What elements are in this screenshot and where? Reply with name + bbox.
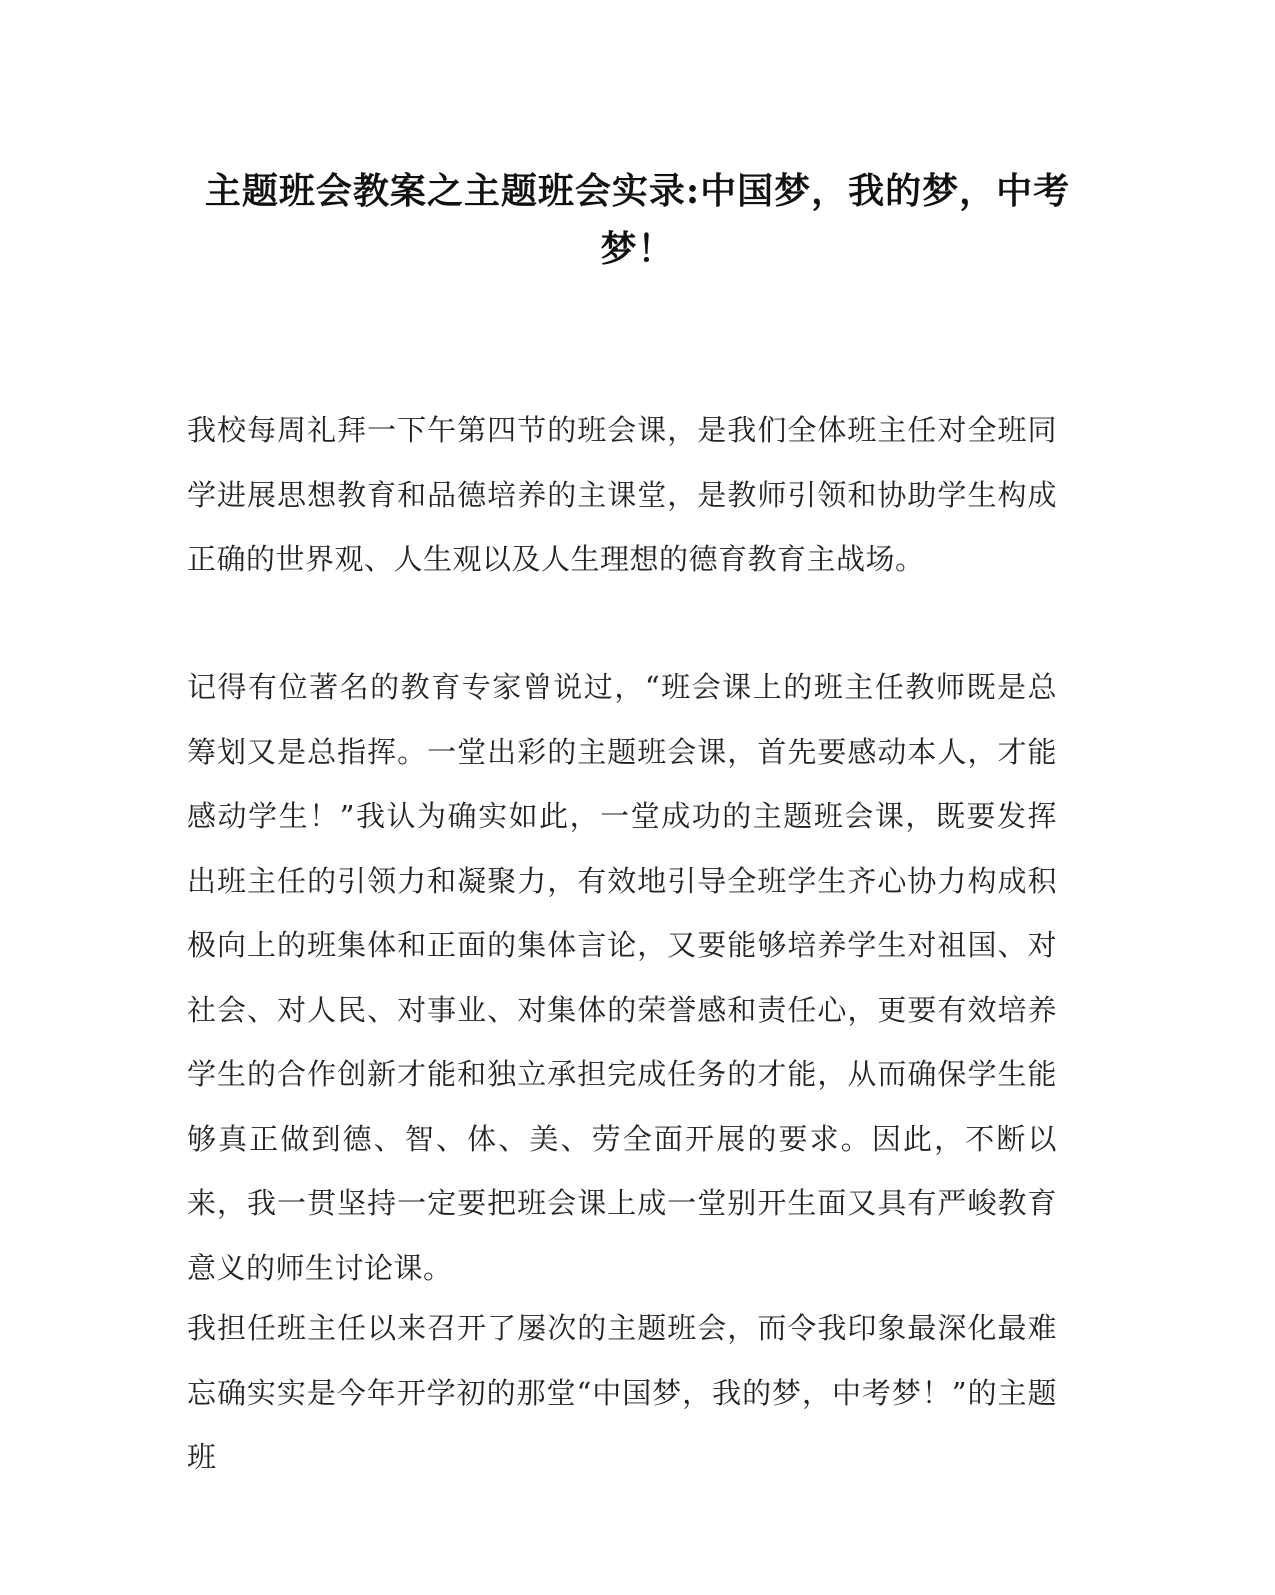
paragraph-3: 我担任班主任以来召开了屡次的主题班会，而令我印象最深化最难忘确实实是今年开学初的那堂“中国梦，我的梦，中考梦！”的主题班: [187, 1311, 1057, 1474]
document-title: 主题班会教案之主题班会实录:中国梦，我的梦，中考梦！: [204, 170, 1071, 270]
paragraph-1: 我校每周礼拜一下午第四节的班会课，是我们全体班主任对全班同学进展思想教育和品德培养的主课堂，是教师引领和协助学生构成正确的世界观、人生观以及人生理想的德育教育主战场。: [187, 413, 1057, 576]
paragraph-2: 记得有位著名的教育专家曾说过，“班会课上的班主任教师既是总筹划又是总指挥。一堂出彩的主题班会课，首先要感动本人，才能感动学生！”我认为确实如此，一堂成功的主题班会课，既要发挥出班主任的引领力和凝聚力，有效地引导全班学生齐心协力构成积极向上的班集体和正面的集体言论，又要能够培养学生对祖国、对社会、对人民、对事业、对集体的荣誉感和责任心，更要有效培养学生的合作创新才能和独立承担完成任务的才能，从而确保学生能够真正做到德、智、体、美、劳全面开展的要求。因此，不断以来，我一贯坚持一定要把班会课上成一堂别开生面又具有严峻教育意义的师生讨论课。: [187, 670, 1057, 1285]
